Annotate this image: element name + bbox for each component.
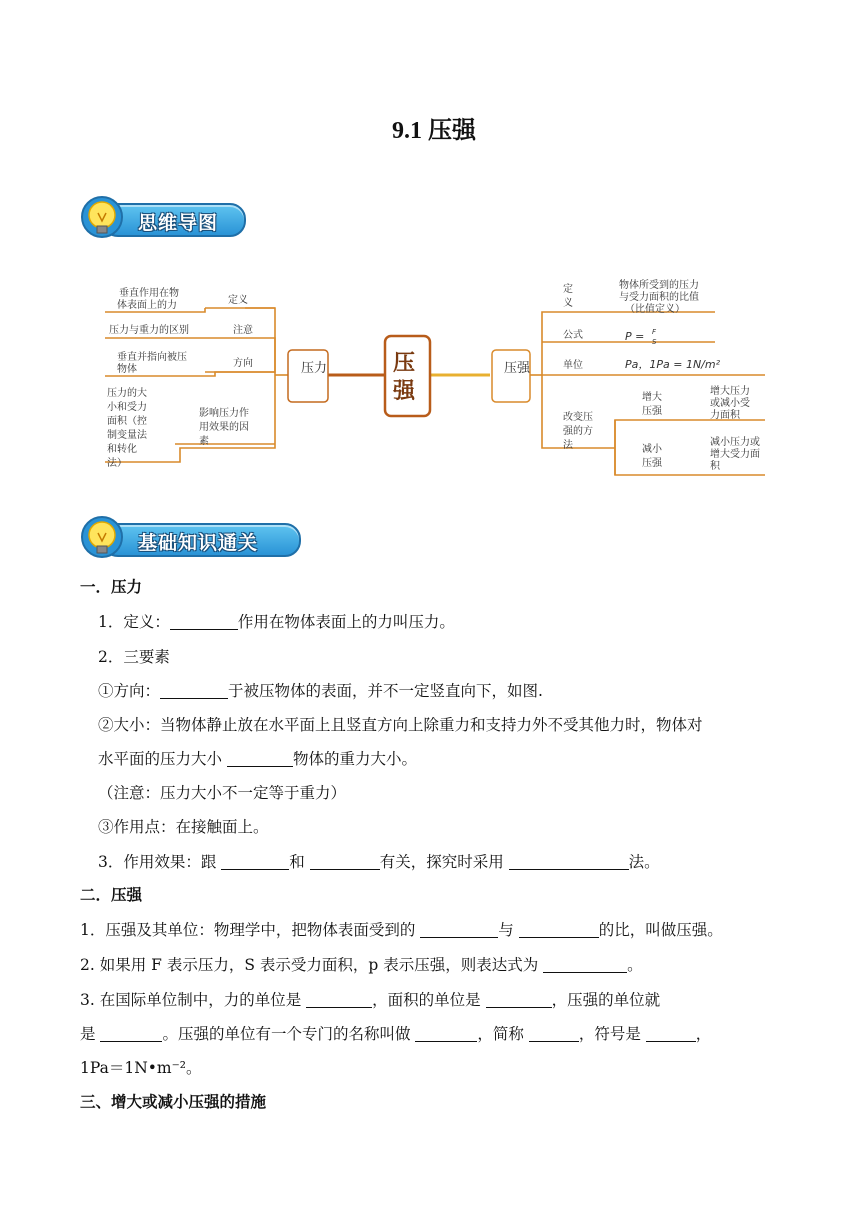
paragraph: ②大小：当物体静止放在水平面上且竖直方向上除重力和支持力外不受其他力时，物体对 xyxy=(98,716,703,734)
blank-field[interactable] xyxy=(529,1023,579,1042)
blank-field[interactable] xyxy=(221,851,289,870)
svg-text:增大: 增大 xyxy=(642,392,662,403)
node-center-char2: 强 xyxy=(393,379,416,404)
svg-text:F: F xyxy=(652,328,657,336)
blank-field[interactable] xyxy=(310,851,380,870)
svg-text:法）: 法） xyxy=(107,458,127,469)
svg-text:减小压力或: 减小压力或 xyxy=(710,437,760,448)
paragraph: 1．压强及其单位：物理学中，把物体表面受到的 与 的比，叫做压强。 xyxy=(80,921,723,939)
paragraph: 水平面的压力大小 物体的重力大小。 xyxy=(98,750,417,768)
svg-text:压强: 压强 xyxy=(642,458,662,469)
svg-text:注意: 注意 xyxy=(233,325,253,336)
svg-text:与受力面积的比值: 与受力面积的比值 xyxy=(619,292,699,303)
blank-field[interactable] xyxy=(646,1023,696,1042)
node-pressure-right xyxy=(492,350,530,402)
svg-text:影响压力作: 影响压力作 xyxy=(199,408,249,419)
banner-label: 基础知识通关 xyxy=(138,532,259,554)
svg-text:定: 定 xyxy=(563,284,573,295)
node-left-label: 压力 xyxy=(301,361,328,376)
page-title: 9.1 压强 xyxy=(392,118,476,144)
svg-text:积: 积 xyxy=(710,461,720,472)
svg-text:压力的大: 压力的大 xyxy=(107,388,147,399)
blank-field[interactable] xyxy=(420,919,498,938)
paragraph: 2．三要素 xyxy=(98,648,170,666)
svg-text:垂直并指向被压: 垂直并指向被压 xyxy=(117,352,187,363)
paragraph: 2. 如果用 F 表示压力，S 表示受力面积，p 表示压强，则表达式为 。 xyxy=(80,956,643,974)
svg-text:S: S xyxy=(652,338,657,346)
svg-text:强的方: 强的方 xyxy=(563,426,593,437)
blank-field[interactable] xyxy=(543,954,627,973)
svg-text:或减小受: 或减小受 xyxy=(710,398,750,409)
node-center xyxy=(385,336,430,416)
basic-knowledge-banner xyxy=(80,515,310,561)
blank-field[interactable] xyxy=(306,989,372,1008)
mind-map xyxy=(95,270,785,485)
svg-text:垂直作用在物: 垂直作用在物 xyxy=(119,288,179,299)
blank-field[interactable] xyxy=(509,851,629,870)
svg-text:增大受力面: 增大受力面 xyxy=(710,449,760,460)
svg-text:压力与重力的区别: 压力与重力的区别 xyxy=(109,325,189,336)
paragraph: 3. 在国际单位制中，力的单位是 ，面积的单位是 ，压强的单位就 xyxy=(80,991,661,1009)
mind-map-banner xyxy=(80,195,250,241)
paragraph: （注意：压力大小不一定等于重力） xyxy=(98,784,347,802)
paragraph: 是 。压强的单位有一个专门的名称叫做 ，简称 ，符号是 ， xyxy=(80,1025,712,1043)
blank-field[interactable] xyxy=(100,1023,162,1042)
svg-text:素: 素 xyxy=(199,436,209,447)
blank-field[interactable] xyxy=(160,680,228,699)
blank-field[interactable] xyxy=(170,611,238,630)
blank-field[interactable] xyxy=(415,1023,477,1042)
svg-text:制变量法: 制变量法 xyxy=(107,430,147,441)
svg-text:P =: P = xyxy=(625,330,645,343)
paragraph: 1．定义： 作用在物体表面上的力叫压力。 xyxy=(98,613,455,631)
paragraph: 3．作用效果：跟 和 有关，探究时采用 法。 xyxy=(98,853,660,871)
svg-text:物体: 物体 xyxy=(117,364,137,375)
paragraph: 1Pa＝1N•m⁻²。 xyxy=(80,1059,202,1077)
svg-text:压强: 压强 xyxy=(642,406,662,417)
svg-text:定义: 定义 xyxy=(228,295,248,306)
section-heading: 二．压强 xyxy=(80,886,143,904)
svg-text:（比值定义）: （比值定义） xyxy=(625,304,685,315)
node-right-label: 压强 xyxy=(504,361,531,376)
svg-text:体表面上的力: 体表面上的力 xyxy=(117,300,177,311)
lightbulb-icon xyxy=(80,195,126,241)
blank-field[interactable] xyxy=(486,989,552,1008)
paragraph: ①方向： 于被压物体的表面，并不一定竖直向下，如图. xyxy=(98,682,543,700)
svg-text:和转化: 和转化 xyxy=(107,444,137,455)
svg-text:改变压: 改变压 xyxy=(563,412,593,423)
lightbulb-icon xyxy=(80,515,126,561)
svg-text:减小: 减小 xyxy=(642,444,662,455)
blank-field[interactable] xyxy=(227,748,293,767)
node-center-char1: 压 xyxy=(393,351,416,376)
svg-text:物体所受到的压力: 物体所受到的压力 xyxy=(619,280,699,291)
svg-text:小和受力: 小和受力 xyxy=(107,402,147,413)
paragraph: ③作用点：在接触面上。 xyxy=(98,818,269,836)
blank-field[interactable] xyxy=(519,919,599,938)
svg-text:力面积: 力面积 xyxy=(710,410,740,421)
banner-label: 思维导图 xyxy=(138,212,219,234)
svg-text:公式: 公式 xyxy=(563,330,583,341)
svg-text:方向: 方向 xyxy=(233,358,253,369)
section-heading: 一．压力 xyxy=(80,578,143,596)
svg-text:Pa，1Pa = 1N/m²: Pa，1Pa = 1N/m² xyxy=(625,358,721,371)
node-pressure-force xyxy=(288,350,328,402)
svg-text:单位: 单位 xyxy=(563,360,583,371)
svg-text:增大压力: 增大压力 xyxy=(710,386,750,397)
svg-text:面积（控: 面积（控 xyxy=(107,416,147,427)
svg-text:用效果的因: 用效果的因 xyxy=(199,422,249,433)
svg-text:义: 义 xyxy=(563,298,573,309)
section-heading: 三、增大或减小压强的措施 xyxy=(80,1093,267,1111)
svg-text:法: 法 xyxy=(563,440,573,451)
